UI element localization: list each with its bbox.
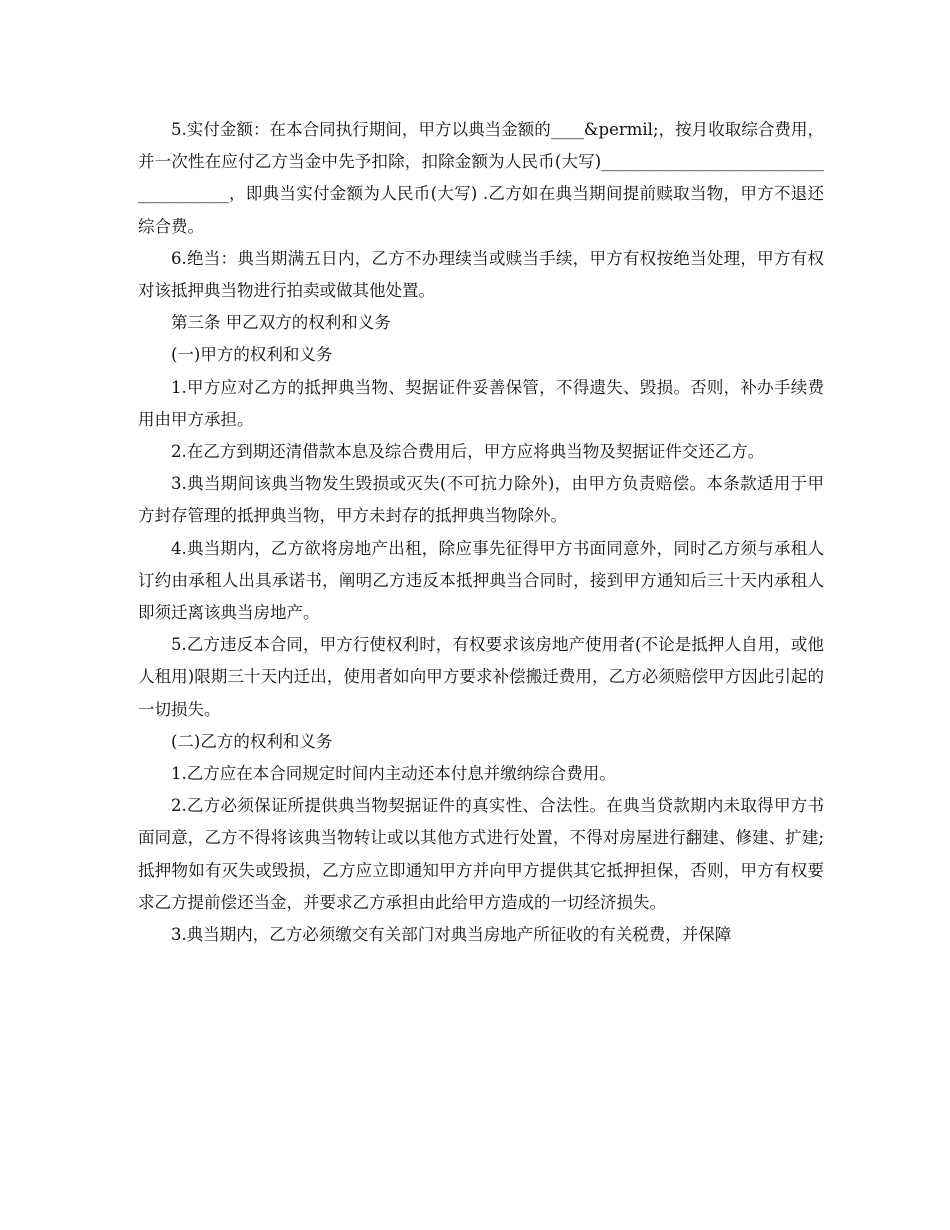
party-a-clause-5: 5.乙方违反本合同，甲方行使权利时，有权要求该房地产使用者(不论是抵押人自用，或他人租用)限期三十天内迁出，使用者如向甲方要求补偿搬迁费用，乙方必须赔偿甲方因此引起的一切损失。 — [138, 635, 824, 719]
party-a-clause-2: 2.在乙方到期还清借款本息及综合费用后，甲方应将典当物及契据证件交还乙方。 — [171, 442, 765, 462]
party-a-clause-3: 3.典当期间该典当物发生毁损或灭失(不可抗力除外)，由甲方负责赔偿。本条款适用于甲方封存管理的抵押典当物，甲方未封存的抵押典当物除外。 — [138, 474, 824, 526]
party-b-clause-3: 3.典当期内，乙方必须缴交有关部门对典当房地产所征收的有关税费，并保障 — [171, 925, 732, 945]
party-b-clause-1: 1.乙方应在本合同规定时间内主动还本付息并缴纳综合费用。 — [171, 764, 616, 784]
contract-body — [138, 114, 824, 951]
party-a-section-heading: (一)甲方的权利和义务 — [171, 345, 333, 365]
party-b-clause-2: 2.乙方必须保证所提供典当物契据证件的真实性、合法性。在典当贷款期内未取得甲方书面同意，乙方不得将该典当物转让或以其他方式进行处置，不得对房屋进行翻建、修建、扩建;抵押物如有灭失或毁损，乙方应立即通知甲方并向甲方提供其它抵押担保，否则，甲方有权要求乙方提前偿还当金，并要求乙方承担由此给甲方造成的一切经济损失。 — [138, 796, 824, 912]
clause-actual-payment: 5.实付金额：在本合同执行期间，甲方以典当金额的____&permil;，按月收取综合费用，并一次性在应付乙方当金中先予扣除，扣除金额为人民币(大写)______________________________________，即典当实付金额为人民币(大写) .乙方如在典当期间提前赎取当物，甲方不退还综合费。 — [138, 120, 824, 236]
clause-forfeiture: 6.绝当：典当期满五日内，乙方不办理续当或赎当手续，甲方有权按绝当处理，甲方有权对该抵押典当物进行拍卖或做其他处置。 — [138, 248, 824, 301]
party-a-clause-1: 1.甲方应对乙方的抵押典当物、契据证件妥善保管，不得遗失、毁损。否则，补办手续费用由甲方承担。 — [138, 377, 824, 429]
article-three-heading: 第三条 甲乙双方的权利和义务 — [171, 313, 391, 333]
party-a-clause-4: 4.典当期内，乙方欲将房地产出租，除应事先征得甲方书面同意外，同时乙方须与承租人订约由承租人出具承诺书，阐明乙方违反本抵押典当合同时，接到甲方通知后三十天内承租人即须迁离该典当房地产。 — [138, 538, 824, 623]
party-b-section-heading: (二)乙方的权利和义务 — [171, 731, 333, 751]
